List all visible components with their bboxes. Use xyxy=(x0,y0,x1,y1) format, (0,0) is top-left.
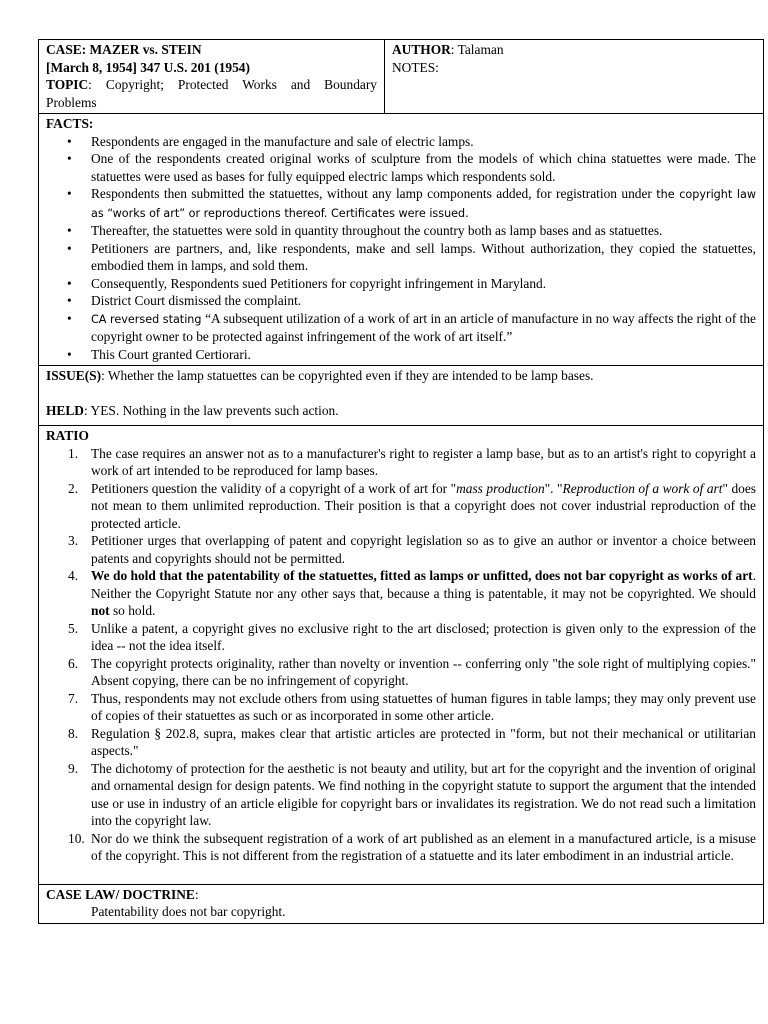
ratio-text: Petitioner urges that overlapping of patent and copyright legislation so as to give an author or inventor a choice between patents and copyrights should not be permitted. xyxy=(91,533,756,566)
doctrine-text: Patentability does not bar copyright. xyxy=(91,904,286,919)
doctrine-colon: : xyxy=(194,886,199,902)
held-label: HELD xyxy=(46,402,84,418)
facts-list xyxy=(46,133,756,364)
ratio-text: " does not mean to them unlimited reproduction. Their position is that a copyright does not cover industrial reproduction of the protected article. xyxy=(91,480,757,531)
fact-text-sans: the copyright law as “works of art” or reproductions thereof. Certificates were issued. xyxy=(91,188,756,220)
item-number: 7. xyxy=(68,690,79,706)
case-title: CASE: MAZER vs. STEIN xyxy=(46,42,202,57)
spacer xyxy=(46,385,756,402)
list-item: • District Court dismissed the complaint. xyxy=(91,292,756,310)
issue-held-row xyxy=(39,366,764,426)
list-item xyxy=(68,480,757,533)
ratio-text: The dichotomy of protection for the aesthetic is not beauty and utility, but art for the copyright and the invention of original and ornamental design for design patents. We find nothing in the copyright statute to support the argument that the intended use or use in industry of an article eligible for copyright bars or invalidates its registration. We do not read such a limitation into the copyright law. xyxy=(91,760,756,828)
facts-heading: FACTS: xyxy=(46,116,94,131)
held-text: : YES. Nothing in the law prevents such action. xyxy=(83,402,339,418)
list-item xyxy=(68,830,756,865)
item-number: 1. xyxy=(68,445,79,461)
list-item: • Thereafter, the statuettes were sold in quantity throughout the country both as lamp bases and as statuettes. xyxy=(91,222,756,240)
case-citation: [March 8, 1954] 347 U.S. 201 (1954) xyxy=(46,59,250,75)
topic-text: : Copyright; Protected Works and Boundary Problems xyxy=(46,77,377,110)
item-number: 5. xyxy=(68,620,79,636)
ratio-text: The copyright protects originality, rather than novelty or invention -- conferring only "the sole right of multiplying copies." Absent copying, there can be no infringement of copyright. xyxy=(91,655,756,688)
ratio-text: Unlike a patent, a copyright gives no exclusive right to the art disclosed; protection is given only to the expression of the idea -- not the idea itself. xyxy=(91,620,756,653)
item-number: 8. xyxy=(68,725,79,741)
ratio-text: Regulation § 202.8, supra, makes clear that artistic articles are protected in "form, but not their mechanical or utilitarian aspects." xyxy=(91,725,756,758)
ratio-bold: We do hold that the patentability of the statuettes, fitted as lamps or unfitted, does not bar copyright as works of art xyxy=(91,568,753,583)
list-item xyxy=(91,310,756,346)
list-item: • Respondents are engaged in the manufacture and sale of electric lamps. xyxy=(91,133,756,151)
list-item: • Consequently, Respondents sued Petitioners for copyright infringement in Maryland. xyxy=(91,275,756,293)
ratio-text: Thus, respondents may not exclude others from using statuettes of human figures in table lamps; they may only prevent use of copies of their statuettes as such or as incorporated in some other article. xyxy=(91,690,756,723)
ratio-row xyxy=(39,426,764,885)
list-item xyxy=(68,655,756,690)
notes-label: NOTES: xyxy=(392,59,439,75)
list-item xyxy=(68,532,756,567)
fact-text: “A subsequent utilization of a work of art in an article of manufacture in no way affects the right of the copyright owner to be protected against infringement of the work of art itself.” xyxy=(91,310,756,344)
doctrine-label: CASE LAW/ DOCTRINE xyxy=(46,886,195,902)
topic-label: TOPIC xyxy=(46,77,89,92)
author-label: AUTHOR xyxy=(392,42,451,57)
list-item xyxy=(68,620,756,655)
ratio-italic: mass production xyxy=(456,480,545,496)
list-item xyxy=(91,185,756,222)
ratio-text: . Neither the Copyright Statute nor any other says that, because a thing is patentable, it may not be copyrighted. We should xyxy=(91,568,756,601)
issue-held-cell xyxy=(39,366,764,426)
item-number: 4. xyxy=(68,568,79,583)
doctrine-row xyxy=(39,884,764,923)
item-number: 3. xyxy=(68,533,79,548)
list-item: • This Court granted Certiorari. xyxy=(91,346,756,364)
header-row xyxy=(39,40,764,114)
doctrine-cell xyxy=(39,884,764,923)
ratio-text: Petitioners question the validity of a copyright of a work of art for " xyxy=(91,480,457,496)
facts-row xyxy=(39,114,764,366)
fact-text: Respondents then submitted the statuettes, without any lamp components added, for registration under xyxy=(91,186,657,201)
ratio-text: so hold. xyxy=(109,603,156,618)
topic-line xyxy=(46,76,377,111)
item-number: 9. xyxy=(68,760,79,776)
author-cell xyxy=(385,40,764,114)
facts-cell xyxy=(39,114,764,366)
item-number: 6. xyxy=(68,655,79,671)
ratio-text: The case requires an answer not as to a manufacturer's right to register a lamp base, but as to an artist's right to copyright a work of art intended to be reproduced for lamp bases. xyxy=(91,445,756,478)
list-item xyxy=(68,445,756,480)
doctrine-heading xyxy=(46,886,756,904)
list-item xyxy=(68,760,756,830)
issue-label: ISSUE(S) xyxy=(46,368,102,383)
list-item: • Petitioners are partners, and, like respondents, make and sell lamps. Without authorization, they copied the statuettes, embodied them in lamps, and sold them. xyxy=(91,240,756,275)
author-name: : Talaman xyxy=(450,42,504,57)
ratio-heading: RATIO xyxy=(46,428,89,443)
ratio-bold: not xyxy=(91,603,110,618)
ratio-italic: Reproduction of a work of art xyxy=(562,480,723,496)
case-header-cell xyxy=(39,40,385,114)
list-item xyxy=(68,567,756,620)
author-line xyxy=(392,41,756,59)
item-number: 2. xyxy=(68,480,79,496)
ratio-cell xyxy=(39,426,764,885)
ratio-text: Nor do we think the subsequent registration of a work of art published as an element in a manufactured article, is a misuse of the copyright. This is not different from the registration of a statuette and its later embodiment in an industrial article. xyxy=(91,830,756,863)
list-item: • One of the respondents created original works of sculpture from the models of which china statuettes were made. The statuettes were used as bases for fully equipped electric lamps which respondents sold. xyxy=(91,150,756,185)
case-digest-table xyxy=(38,39,764,924)
list-item xyxy=(68,725,756,760)
ratio-text: ". " xyxy=(544,480,563,496)
fact-text-sans: CA reversed stating xyxy=(91,312,206,326)
ratio-list xyxy=(46,445,756,865)
held-line xyxy=(46,402,756,424)
issue-text: : Whether the lamp statuettes can be copyrighted even if they are intended to be lamp bases. xyxy=(101,368,594,383)
issue-line xyxy=(46,367,756,385)
list-item xyxy=(68,690,756,725)
item-number: 10. xyxy=(68,830,85,846)
